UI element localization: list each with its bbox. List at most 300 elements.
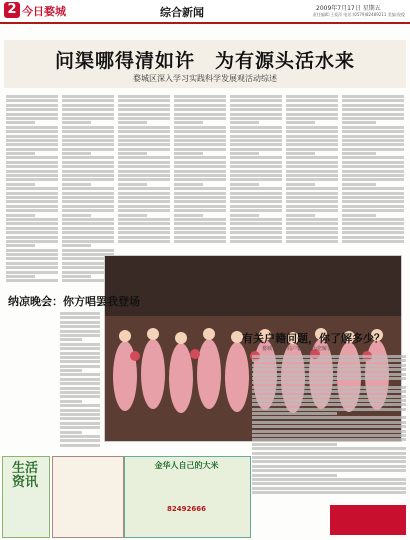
- text-line: [6, 121, 35, 124]
- text-line: [62, 104, 114, 107]
- text-line: [342, 156, 404, 159]
- text-line: [252, 364, 406, 367]
- text-line: [286, 209, 338, 212]
- text-line: [174, 227, 226, 230]
- text-line: [118, 192, 170, 195]
- text-line: [6, 214, 35, 217]
- text-line: [252, 452, 406, 455]
- text-line: [342, 113, 404, 116]
- text-line: [118, 240, 170, 243]
- text-line: [174, 108, 226, 111]
- text-line: [60, 417, 100, 420]
- text-line: [60, 431, 82, 434]
- text-line: [60, 316, 100, 319]
- text-line: [230, 170, 282, 173]
- lead-column-4: [174, 95, 226, 245]
- text-line: [286, 231, 338, 234]
- lead-column-1: [6, 95, 58, 285]
- text-line: [62, 240, 114, 243]
- text-line: [252, 395, 406, 398]
- text-line: [252, 482, 406, 485]
- text-line: [342, 174, 404, 177]
- text-line: [6, 200, 58, 203]
- text-line: [6, 104, 58, 107]
- rice-ad-title: 金华人自己的大米: [154, 461, 219, 470]
- text-line: [230, 178, 282, 181]
- text-line: [62, 174, 114, 177]
- text-line: [342, 196, 404, 199]
- text-line: [230, 139, 282, 142]
- text-line: [252, 465, 406, 468]
- text-line: [252, 438, 406, 441]
- text-line: [6, 165, 58, 168]
- text-line: [60, 444, 100, 447]
- text-line: [118, 130, 170, 133]
- text-line: [252, 460, 406, 463]
- text-line: [60, 404, 100, 407]
- text-line: [286, 139, 338, 142]
- lead-column-7: [342, 95, 404, 245]
- text-line: [174, 99, 226, 102]
- right-story-body: [252, 355, 406, 500]
- text-line: [62, 148, 114, 151]
- text-line: [252, 359, 406, 362]
- text-line: [230, 148, 282, 151]
- left-story-body: [60, 312, 100, 452]
- text-line: [60, 312, 100, 315]
- text-line: [60, 347, 100, 350]
- text-line: [230, 196, 282, 199]
- text-line: [342, 240, 404, 243]
- text-line: [230, 113, 282, 116]
- text-line: [62, 152, 91, 155]
- text-line: [252, 456, 406, 459]
- text-line: [60, 382, 100, 385]
- text-line: [6, 108, 58, 111]
- text-line: [286, 148, 338, 151]
- text-line: [6, 240, 58, 243]
- text-line: [342, 139, 404, 142]
- editor-info: 责任编辑:王爱萍 电话:(0579)82489211 美编:倪俊: [312, 12, 405, 17]
- text-line: [62, 113, 114, 116]
- text-line: [342, 231, 404, 234]
- text-line: [60, 325, 100, 328]
- text-line: [230, 117, 282, 120]
- text-line: [62, 275, 91, 278]
- text-line: [6, 95, 58, 98]
- text-line: [174, 126, 226, 129]
- text-line: [6, 192, 58, 195]
- text-line: [174, 117, 226, 120]
- page-number: 2: [4, 2, 20, 18]
- text-line: [286, 156, 338, 159]
- lead-subheadline: 婺城区深入学习实践科学发展观活动综述: [133, 74, 277, 83]
- text-line: [174, 143, 226, 146]
- text-line: [118, 183, 147, 186]
- text-line: [342, 143, 404, 146]
- text-line: [174, 104, 226, 107]
- text-line: [60, 439, 100, 442]
- text-line: [118, 214, 147, 217]
- text-line: [118, 126, 170, 129]
- text-line: [174, 121, 203, 124]
- text-line: [6, 231, 58, 234]
- text-line: [252, 355, 406, 358]
- text-line: [342, 126, 404, 129]
- text-line: [174, 200, 226, 203]
- text-line: [286, 192, 338, 195]
- text-line: [174, 187, 226, 190]
- text-line: [62, 143, 114, 146]
- text-line: [286, 113, 338, 116]
- text-line: [118, 178, 170, 181]
- text-line: [6, 236, 58, 239]
- text-line: [230, 108, 282, 111]
- text-line: [62, 117, 114, 120]
- text-line: [286, 187, 338, 190]
- text-line: [252, 412, 337, 415]
- text-line: [174, 95, 226, 98]
- text-line: [118, 113, 170, 116]
- text-line: [62, 121, 91, 124]
- text-line: [342, 161, 404, 164]
- text-line: [286, 174, 338, 177]
- text-line: [60, 409, 100, 412]
- text-line: [118, 104, 170, 107]
- text-line: [286, 121, 315, 124]
- text-line: [174, 192, 226, 195]
- text-line: [118, 121, 147, 124]
- text-line: [174, 152, 203, 155]
- text-line: [230, 183, 259, 186]
- text-line: [60, 391, 100, 394]
- text-line: [62, 218, 114, 221]
- right-ad-banner: [330, 505, 406, 535]
- text-line: [342, 152, 376, 155]
- text-line: [230, 104, 282, 107]
- text-line: [286, 196, 338, 199]
- right-story-subheadline: 婺城公安分局户籍民警为您解答: [262, 346, 333, 352]
- text-line: [60, 365, 100, 368]
- text-line: [342, 200, 404, 203]
- text-line: [118, 161, 170, 164]
- text-line: [6, 196, 58, 199]
- text-line: [230, 187, 282, 190]
- text-line: [62, 156, 114, 159]
- text-line: [286, 130, 338, 133]
- text-line: [6, 174, 58, 177]
- text-line: [286, 236, 338, 239]
- text-line: [118, 117, 170, 120]
- text-line: [118, 156, 170, 159]
- text-line: [174, 178, 226, 181]
- text-line: [118, 152, 147, 155]
- text-line: [60, 369, 82, 372]
- text-line: [118, 227, 170, 230]
- text-line: [174, 236, 226, 239]
- text-line: [230, 231, 282, 234]
- text-line: [230, 236, 282, 239]
- text-line: [230, 95, 282, 98]
- left-story-headline: 纳凉晚会：你方唱罢我登场: [8, 295, 140, 308]
- text-line: [6, 178, 58, 181]
- text-line: [6, 156, 58, 159]
- right-story-headline: 有关户籍问题，你了解多少？: [242, 332, 385, 345]
- text-line: [6, 253, 58, 256]
- text-line: [342, 205, 404, 208]
- text-line: [6, 148, 58, 151]
- text-line: [230, 143, 282, 146]
- text-line: [62, 249, 114, 252]
- text-line: [342, 209, 404, 212]
- text-line: [6, 170, 58, 173]
- text-line: [62, 139, 114, 142]
- text-line: [60, 413, 100, 416]
- text-line: [6, 209, 58, 212]
- text-line: [60, 321, 100, 324]
- text-line: [62, 183, 91, 186]
- text-line: [6, 139, 58, 142]
- text-line: [60, 356, 100, 359]
- text-line: [118, 135, 170, 138]
- text-line: [6, 113, 58, 116]
- text-line: [62, 214, 91, 217]
- text-line: [230, 240, 282, 243]
- text-line: [252, 408, 406, 411]
- text-line: [286, 161, 338, 164]
- text-line: [286, 240, 338, 243]
- text-line: [62, 161, 114, 164]
- text-line: [252, 469, 406, 472]
- rice-ad-phone: 82492666: [167, 505, 206, 513]
- text-line: [118, 95, 170, 98]
- text-line: [60, 435, 100, 438]
- issue-date: 2009年7月17日 星期五: [316, 5, 381, 12]
- text-line: [342, 99, 404, 102]
- brand-logo: 今日婺城: [22, 5, 66, 18]
- text-line: [174, 135, 226, 138]
- text-line: [6, 183, 35, 186]
- text-line: [230, 99, 282, 102]
- text-line: [252, 434, 406, 437]
- text-line: [6, 117, 58, 120]
- text-line: [230, 200, 282, 203]
- text-line: [230, 121, 259, 124]
- text-line: [342, 227, 404, 230]
- text-line: [252, 430, 406, 433]
- text-line: [6, 275, 35, 278]
- text-line: [252, 478, 406, 481]
- text-line: [6, 222, 58, 225]
- text-line: [342, 214, 376, 217]
- text-line: [230, 174, 282, 177]
- text-line: [174, 218, 226, 221]
- text-line: [252, 487, 406, 490]
- text-line: [60, 360, 100, 363]
- text-line: [286, 135, 338, 138]
- text-line: [252, 416, 406, 419]
- text-line: [230, 156, 282, 159]
- text-line: [342, 222, 404, 225]
- text-line: [174, 139, 226, 142]
- text-line: [62, 244, 91, 247]
- text-line: [230, 192, 282, 195]
- text-line: [252, 373, 406, 376]
- text-line: [118, 174, 170, 177]
- text-line: [60, 334, 100, 337]
- text-line: [118, 108, 170, 111]
- text-line: [286, 104, 338, 107]
- text-line: [230, 130, 282, 133]
- text-line: [62, 178, 114, 181]
- text-line: [174, 240, 226, 243]
- text-line: [60, 426, 100, 429]
- text-line: [342, 236, 404, 239]
- text-line: [230, 161, 282, 164]
- text-line: [286, 152, 315, 155]
- text-line: [6, 205, 58, 208]
- text-line: [286, 218, 338, 221]
- text-line: [252, 474, 337, 477]
- lead-column-5: [230, 95, 282, 245]
- text-line: [6, 99, 58, 102]
- text-line: [118, 165, 170, 168]
- text-line: [60, 422, 100, 425]
- text-line: [342, 121, 376, 124]
- text-line: [230, 165, 282, 168]
- text-line: [286, 205, 338, 208]
- text-line: [118, 99, 170, 102]
- text-line: [118, 187, 170, 190]
- text-line: [118, 148, 170, 151]
- text-line: [252, 425, 406, 428]
- text-line: [62, 236, 114, 239]
- text-line: [342, 183, 376, 186]
- text-line: [252, 390, 406, 393]
- text-line: [230, 227, 282, 230]
- text-line: [252, 403, 406, 406]
- text-line: [252, 443, 337, 446]
- lead-headline: 问渠哪得清如许 为有源头活水来: [54, 50, 355, 72]
- text-line: [286, 178, 338, 181]
- text-line: [60, 400, 82, 403]
- text-line: [6, 161, 58, 164]
- text-line: [342, 218, 404, 221]
- text-line: [252, 368, 406, 371]
- text-line: [62, 205, 114, 208]
- text-line: [6, 143, 58, 146]
- text-line: [286, 170, 338, 173]
- text-line: [60, 378, 100, 381]
- text-line: [60, 395, 100, 398]
- text-line: [342, 165, 404, 168]
- text-line: [6, 279, 58, 282]
- text-line: [62, 227, 114, 230]
- text-line: [174, 183, 203, 186]
- text-line: [342, 170, 404, 173]
- text-line: [60, 373, 100, 376]
- text-line: [62, 231, 114, 234]
- text-line: [118, 139, 170, 142]
- text-line: [174, 205, 226, 208]
- text-line: [230, 218, 282, 221]
- text-line: [286, 108, 338, 111]
- text-line: [118, 196, 170, 199]
- text-line: [252, 377, 406, 380]
- text-line: [174, 148, 226, 151]
- text-line: [342, 178, 404, 181]
- text-line: [174, 113, 226, 116]
- text-line: [252, 381, 337, 384]
- text-line: [342, 192, 404, 195]
- text-line: [118, 231, 170, 234]
- text-line: [286, 227, 338, 230]
- text-line: [62, 200, 114, 203]
- text-line: [62, 196, 114, 199]
- text-line: [62, 222, 114, 225]
- text-line: [6, 218, 58, 221]
- text-line: [174, 161, 226, 164]
- text-line: [342, 108, 404, 111]
- text-line: [230, 126, 282, 129]
- text-line: [6, 257, 58, 260]
- text-line: [342, 117, 404, 120]
- text-line: [118, 205, 170, 208]
- text-line: [6, 249, 58, 252]
- text-line: [6, 227, 58, 230]
- text-line: [60, 330, 100, 333]
- text-line: [6, 130, 58, 133]
- text-line: [62, 130, 114, 133]
- text-line: [118, 209, 170, 212]
- text-line: [174, 130, 226, 133]
- text-line: [252, 386, 406, 389]
- text-line: [286, 214, 315, 217]
- text-line: [118, 222, 170, 225]
- text-line: [62, 126, 114, 129]
- text-line: [62, 135, 114, 138]
- text-line: [62, 170, 114, 173]
- text-line: [342, 187, 404, 190]
- text-line: [286, 165, 338, 168]
- text-line: [174, 165, 226, 168]
- text-line: [342, 130, 404, 133]
- text-line: [62, 165, 114, 168]
- text-line: [342, 135, 404, 138]
- text-line: [62, 209, 114, 212]
- text-line: [252, 399, 406, 402]
- text-line: [286, 99, 338, 102]
- text-line: [174, 174, 226, 177]
- text-line: [174, 222, 226, 225]
- text-line: [62, 95, 114, 98]
- text-line: [286, 143, 338, 146]
- text-line: [62, 108, 114, 111]
- text-line: [6, 266, 58, 269]
- life-info-title: 生活资讯: [11, 461, 38, 490]
- text-line: [252, 447, 406, 450]
- text-line: [286, 126, 338, 129]
- text-line: [286, 95, 338, 98]
- text-line: [230, 209, 282, 212]
- text-line: [118, 143, 170, 146]
- text-line: [60, 352, 100, 355]
- text-line: [286, 222, 338, 225]
- text-line: [174, 209, 226, 212]
- text-line: [342, 104, 404, 107]
- text-line: [118, 200, 170, 203]
- text-line: [118, 170, 170, 173]
